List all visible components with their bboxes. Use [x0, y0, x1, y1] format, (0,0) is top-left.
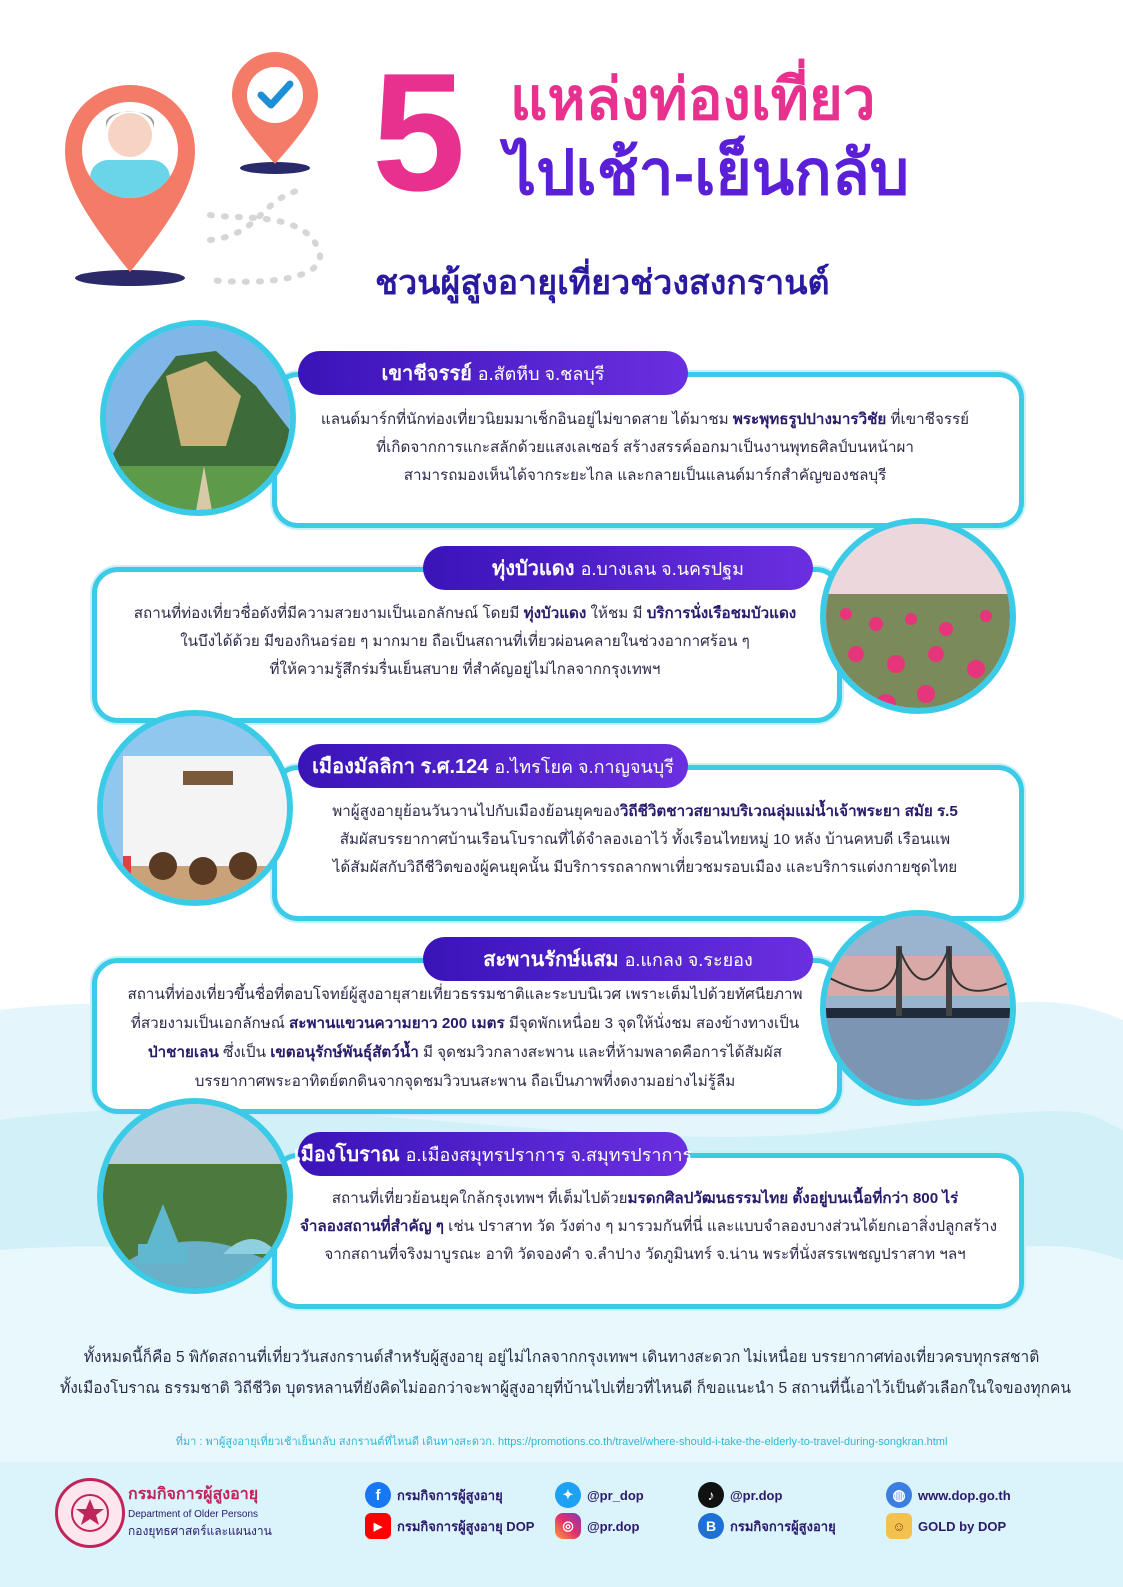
description-line [300, 798, 990, 826]
description-line [110, 1067, 820, 1096]
description-line [115, 656, 815, 684]
facebook-label: กรมกิจการผู้สูงอายุ [397, 1487, 503, 1503]
gold-app-icon: ☺ [886, 1513, 912, 1539]
description-text: บรรยากาศพระอาทิตย์ตกดินจากจุดชมวิวบนสะพาน ถือเป็นภาพที่งดงามอย่างไม่รู้ลืม [194, 1073, 736, 1090]
summary-line-2: ทั้งเมืองโบราณ ธรรมชาติ วิถีชีวิต บุตรหลานที่ยังคิดไม่ออกว่าจะพาผู้สูงอายุที่บ้านไปเที่ยวที่ไหนดี ก็ขอแนะนำ 5 สถานที่นี้เอาไว้เป็นตัวเลือกในใจของทุกคน [60, 1380, 1072, 1397]
description-line [300, 434, 990, 462]
description-text: สามารถมองเห็นได้จากระยะไกล และกลายเป็นแลนด์มาร์กสำคัญของชลบุรี [403, 467, 887, 484]
place-5-title-pill [293, 1132, 693, 1176]
location-pin-illustration [60, 40, 340, 300]
place-5-photo [97, 1098, 293, 1294]
org-name-block [128, 1482, 272, 1541]
description-line [115, 600, 815, 628]
description-text: ที่สวยงามเป็นเอกลักษณ์ [130, 1015, 290, 1032]
highlight-text: วิถีชีวิตชาวสยามบริเวณลุ่มแม่น้ำเจ้าพระยา สมัย ร.5 [619, 803, 958, 820]
description-text: ซึ่งเป็น [218, 1044, 271, 1061]
highlight-text: สะพานแขวนความยาว 200 เมตร [289, 1015, 505, 1032]
highlight-text: ป่าชายเลน [148, 1044, 219, 1061]
place-3-name: เมืองมัลลิกา ร.ศ.124 [312, 756, 489, 778]
place-2-location: อ.บางเลน จ.นครปฐม [580, 558, 744, 579]
description-text: เช่น ปราสาท วัด วังต่าง ๆ มารวมกันที่นี่ และแบบจำลองบางส่วนได้ยกเอาสิ่งปลูกสร้าง [443, 1218, 997, 1235]
place-4-title-pill [423, 937, 813, 981]
description-text: สถานที่เที่ยวย้อนยุคใกล้กรุงเทพฯ ที่เต็มไปด้วย [331, 1190, 628, 1207]
org-division: กองยุทธศาสตร์และแผนงาน [128, 1524, 272, 1538]
title-number: 5 [372, 38, 460, 226]
place-1-photo [100, 320, 296, 516]
place-1-location: อ.สัตหีบ จ.ชลบุรี [477, 363, 605, 384]
description-line [300, 854, 990, 882]
youtube-link[interactable] [365, 1513, 534, 1539]
facebook-link[interactable] [365, 1482, 503, 1508]
description-line [300, 826, 990, 854]
description-text: ที่เกิดจากการแกะสลักด้วยแสงเลเซอร์ สร้างสรรค์ออกมาเป็นงานพุทธศิลป์บนหน้าผา [376, 439, 914, 456]
highlight-text: มรดกศิลปวัฒนธรรมไทย ตั้งอยู่บนเนื้อที่กว่า 800 ไร่ [627, 1190, 959, 1207]
summary-line-1: ทั้งหมดนี้ก็คือ 5 พิกัดสถานที่เที่ยววันสงกรานต์สำหรับผู้สูงอายุ อยู่ไม่ไกลจากกรุงเทพฯ เดินทางสะดวก ไม่เหนื่อย บรรยากาศท่องเที่ยวครบทุกรสชาติ [83, 1349, 1040, 1366]
blockdit-icon: B [698, 1513, 724, 1539]
instagram-link[interactable] [555, 1513, 639, 1539]
gold-app-label: GOLD by DOP [918, 1518, 1007, 1534]
place-4-description [110, 980, 820, 1096]
tiktok-link[interactable] [698, 1482, 782, 1508]
facebook-icon: f [365, 1482, 391, 1508]
description-line [115, 628, 815, 656]
org-name-en: Department of Older Persons [128, 1509, 259, 1520]
place-2-description [115, 600, 815, 684]
place-5-name: เมืองโบราณ [293, 1144, 400, 1166]
blockdit-label: กรมกิจการผู้สูงอายุ [730, 1518, 836, 1534]
description-text: จากสถานที่จริงมาบูรณะ อาทิ วัดจองคำ จ.ลำปาง วัดภูมินทร์ จ.น่าน พระที่นั่งสรรเพชญปราสาท ฯลฯ [324, 1246, 966, 1263]
website-label: www.dop.go.th [918, 1487, 1011, 1503]
description-text: สถานที่ท่องเที่ยวขึ้นชื่อที่ตอบโจทย์ผู้สูงอายุสายเที่ยวธรรมชาติและระบบนิเวศ เพราะเต็มไปด้วยทัศนียภาพ [127, 986, 803, 1003]
place-2-title-pill [423, 546, 813, 590]
twitter-link[interactable] [555, 1482, 644, 1508]
description-text: ในบึงได้ด้วย มีของกินอร่อย ๆ มากมาย ถือเป็นสถานที่เที่ยวผ่อนคลายในช่วงอากาศร้อน ๆ [180, 633, 750, 650]
description-text: มีจุดพักเหนื่อย 3 จุดให้นั่งชม สองข้างทางเป็น [504, 1015, 800, 1032]
youtube-label: กรมกิจการผู้สูงอายุ DOP [397, 1518, 535, 1534]
description-line [300, 462, 990, 490]
place-5-location: อ.เมืองสมุทรปราการ จ.สมุทรปราการ [405, 1144, 693, 1165]
description-text: ที่ให้ความรู้สึกร่มรื่นเย็นสบาย ที่สำคัญอยู่ไม่ไกลจากกรุงเทพฯ [269, 661, 661, 678]
title-line-2: ไปเช้า-เย็นกลับ [505, 139, 910, 208]
description-text: พาผู้สูงอายุย้อนวันวานไปกับเมืองย้อนยุคของ [332, 803, 620, 820]
description-text: ได้สัมผัสกับวิถีชีวิตของผู้คนยุคนั้น มีบริการรถลากพาเที่ยวชมรอบเมือง และบริการแต่งกายชุดไทย [332, 859, 958, 876]
place-1-title-pill [298, 351, 688, 395]
youtube-icon: ▶ [365, 1513, 391, 1539]
tiktok-icon: ♪ [698, 1482, 724, 1508]
twitter-icon: ✦ [555, 1482, 581, 1508]
place-3-title-pill [298, 744, 688, 788]
place-1-name: เขาชีจรรย์ [381, 363, 472, 385]
gold-app-link[interactable] [886, 1513, 1006, 1539]
place-3-description [300, 798, 990, 882]
description-line [110, 1009, 820, 1038]
description-line [300, 1241, 990, 1269]
highlight-text: บริการนั่งเรือชมบัวแดง [646, 605, 797, 622]
instagram-icon: ◎ [555, 1513, 581, 1539]
place-2-photo [820, 518, 1016, 714]
description-line [110, 1038, 820, 1067]
place-4-location: อ.แกลง จ.ระยอง [624, 949, 753, 970]
highlight-text: พระพุทธรูปปางมารวิชัย [732, 411, 887, 428]
title-line-1: แหล่งท่องเที่ยว [510, 67, 876, 132]
highlight-text: ทุ่งบัวแดง [523, 605, 587, 622]
description-line [300, 406, 990, 434]
highlight-text: เขตอนุรักษ์พันธุ์สัตว์น้ำ [270, 1044, 419, 1061]
place-2-name: ทุ่งบัวแดง [492, 558, 575, 580]
description-line [300, 1213, 997, 1241]
org-name-th: กรมกิจการผู้สูงอายุ [128, 1486, 259, 1503]
twitter-label: @pr_dop [587, 1487, 644, 1503]
source-citation: ที่มา : พาผู้สูงอายุเที่ยวเช้าเย็นกลับ สงกรานต์ที่ไหนดี เดินทางสะดวก. https://promotions.co.th/travel/where-should-i-take-the-elderly-to-travel-during-songkran.html [175, 1436, 948, 1448]
blockdit-link[interactable] [698, 1513, 836, 1539]
place-4-name: สะพานรักษ์แสม [483, 949, 619, 971]
website-link[interactable] [886, 1482, 1011, 1508]
place-1-description [300, 406, 990, 490]
instagram-label: @pr.dop [587, 1518, 640, 1534]
description-text: สถานที่ท่องเที่ยวชื่อดังที่มีความสวยงามเป็นเอกลักษณ์ โดยมี [133, 605, 524, 622]
highlight-text: จำลองสถานที่สำคัญ ๆ [300, 1218, 444, 1235]
description-line [300, 1185, 990, 1213]
description-line [110, 980, 820, 1009]
title-subtitle: ชวนผู้สูงอายุเที่ยวช่วงสงกรานต์ [375, 264, 830, 302]
description-text: แลนด์มาร์กที่นักท่องเที่ยวนิยมมาเช็กอินอยู่ไม่ขาดสาย ได้มาชม [320, 411, 733, 428]
place-3-location: อ.ไทรโยค จ.กาญจนบุรี [494, 756, 674, 777]
description-text: ที่เขาชีจรรย์ [886, 411, 970, 428]
org-seal-logo [55, 1478, 125, 1548]
description-text: ให้ชม มี [586, 605, 647, 622]
tiktok-label: @pr.dop [730, 1487, 783, 1503]
description-text: สัมผัสบรรยากาศบ้านเรือนโบราณที่ได้จำลองเอาไว้ ทั้งเรือนไทยหมู่ 10 หลัง บ้านคหบดี เรือนแพ [339, 831, 951, 848]
place-4-photo [820, 910, 1016, 1106]
place-5-description [300, 1185, 997, 1269]
globe-icon: ◍ [886, 1482, 912, 1508]
summary-text [60, 1342, 1072, 1404]
place-3-photo [97, 710, 293, 906]
description-text: มี จุดชมวิวกลางสะพาน และที่ห้ามพลาดคือการได้สัมผัส [418, 1044, 782, 1061]
